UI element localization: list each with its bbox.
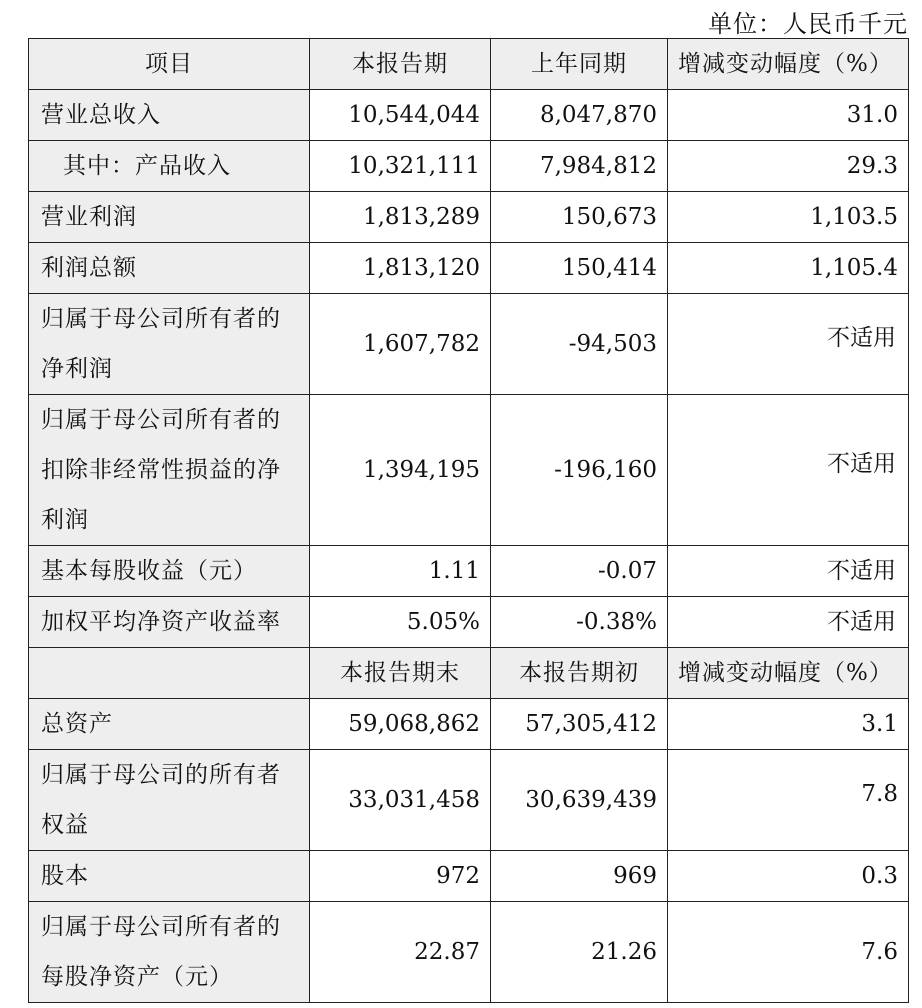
current-value: 10,321,111 [310, 141, 491, 192]
header-item-blank [29, 648, 310, 699]
header-period-begin: 本报告期初 [491, 648, 668, 699]
period-end-value: 22.87 [310, 902, 491, 1003]
row-label [29, 902, 310, 1003]
row-label-line: 净利润 [41, 356, 113, 382]
table-row [29, 395, 909, 546]
prior-value: 8,047,870 [491, 90, 668, 141]
change-text: 7.8 [861, 781, 898, 807]
change-value: 0.3 [668, 851, 909, 902]
row-label-line: 归属于母公司的所有者 [41, 762, 281, 788]
table-row [29, 192, 909, 243]
prior-value: -0.07 [491, 546, 668, 597]
header-prior-year-period: 上年同期 [491, 39, 668, 90]
balance-header-row [29, 648, 909, 699]
row-label-line: 利润 [41, 507, 89, 533]
row-label [29, 750, 310, 851]
table-row [29, 243, 909, 294]
row-label-line: 归属于母公司所有者的 [41, 407, 281, 433]
header-current-period: 本报告期 [310, 39, 491, 90]
table-row [29, 546, 909, 597]
header-item: 项目 [29, 39, 310, 90]
current-value: 5.05% [310, 597, 491, 648]
current-value: 1.11 [310, 546, 491, 597]
change-value: 1,105.4 [668, 243, 909, 294]
row-label: 营业总收入 [29, 90, 310, 141]
table-row [29, 851, 909, 902]
row-label: 利润总额 [29, 243, 310, 294]
current-value: 1,813,289 [310, 192, 491, 243]
row-label: 其中：产品收入 [29, 141, 310, 192]
current-value: 1,394,195 [310, 395, 491, 546]
change-text: 不适用 [827, 451, 896, 477]
row-label-line: 归属于母公司所有者的 [41, 306, 281, 332]
change-value: 不适用 [668, 546, 909, 597]
table-row [29, 699, 909, 750]
change-value: 31.0 [668, 90, 909, 141]
current-value: 1,813,120 [310, 243, 491, 294]
table-header-row [29, 39, 909, 90]
unit-note: 单位：人民币千元 [708, 10, 908, 38]
change-value: 3.1 [668, 699, 909, 750]
prior-value: 150,673 [491, 192, 668, 243]
prior-value: -0.38% [491, 597, 668, 648]
table-row [29, 141, 909, 192]
row-label: 营业利润 [29, 192, 310, 243]
period-begin-value: 57,305,412 [491, 699, 668, 750]
change-value: 29.3 [668, 141, 909, 192]
header-change-percent: 增减变动幅度（%） [668, 39, 909, 90]
period-end-value: 59,068,862 [310, 699, 491, 750]
row-label: 股本 [29, 851, 310, 902]
table-row [29, 294, 909, 395]
change-value: 不适用 [668, 597, 909, 648]
prior-value: -196,160 [491, 395, 668, 546]
row-label-line: 归属于母公司所有者的 [41, 914, 281, 940]
row-label [29, 395, 310, 546]
row-label: 总资产 [29, 699, 310, 750]
row-label-line: 扣除非经常性损益的净 [41, 457, 281, 483]
period-begin-value: 30,639,439 [491, 750, 668, 851]
prior-value: -94,503 [491, 294, 668, 395]
table-row [29, 750, 909, 851]
change-value: 7.6 [668, 902, 909, 1003]
row-label-line: 权益 [41, 812, 89, 838]
change-value: 1,103.5 [668, 192, 909, 243]
period-begin-value: 969 [491, 851, 668, 902]
period-end-value: 33,031,458 [310, 750, 491, 851]
change-value [668, 395, 909, 546]
table-row [29, 902, 909, 1003]
header-period-end: 本报告期末 [310, 648, 491, 699]
change-value [668, 294, 909, 395]
header-change-percent: 增减变动幅度（%） [668, 648, 909, 699]
table-row [29, 597, 909, 648]
prior-value: 7,984,812 [491, 141, 668, 192]
prior-value: 150,414 [491, 243, 668, 294]
row-label: 加权平均净资产收益率 [29, 597, 310, 648]
current-value: 10,544,044 [310, 90, 491, 141]
table-row [29, 90, 909, 141]
period-begin-value: 21.26 [491, 902, 668, 1003]
change-text: 不适用 [827, 325, 896, 351]
period-end-value: 972 [310, 851, 491, 902]
financial-summary-table [28, 38, 909, 1003]
current-value: 1,607,782 [310, 294, 491, 395]
row-label-line: 每股净资产（元） [41, 964, 233, 990]
row-label: 基本每股收益（元） [29, 546, 310, 597]
change-value [668, 750, 909, 851]
row-label [29, 294, 310, 395]
